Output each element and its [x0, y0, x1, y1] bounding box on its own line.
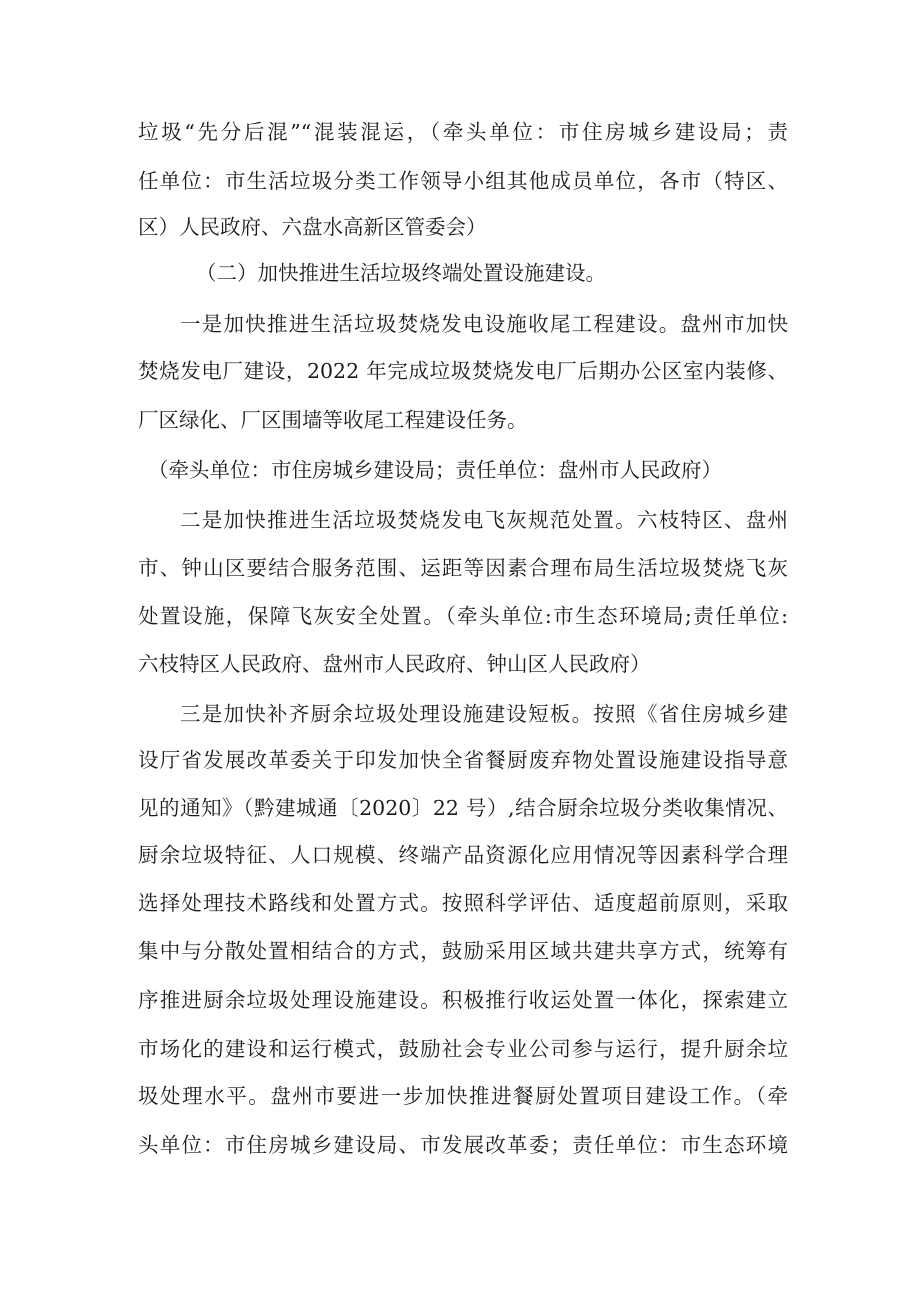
- text-line: 市场化的建设和运行模式，鼓励社会专业公司参与运行，提升厨余垃: [138, 1037, 788, 1061]
- text-line: 三是加快补齐厨余垃圾处理设施建设短板。按照《省住房城乡建: [180, 702, 788, 726]
- text-line: 头单位：市住房城乡建设局、市发展改革委；责任单位：市生态环境: [138, 1133, 788, 1157]
- text-line: 六枝特区人民政府、盘州市人民政府、钟山区人民政府）: [138, 652, 651, 676]
- text-line: 处置设施，保障飞灰安全处置。（牵头单位:市生态环境局;责任单位:: [138, 604, 788, 628]
- text-line: 见的通知》（黔建城通〔2020〕22 号）,结合厨余垃圾分类收集情况、: [138, 796, 788, 820]
- text-line: 一是加快推进生活垃圾焚烧发电设施收尾工程建设。盘州市加快: [180, 312, 788, 336]
- text-line: 圾处理水平。盘州市要进一步加快推进餐厨处置项目建设工作。（牵: [138, 1084, 788, 1108]
- section-heading: （二）加快推进生活垃圾终端处置设施建设。: [196, 261, 606, 285]
- text-line: 选择处理技术路线和处置方式。按照科学评估、适度超前原则，采取: [138, 891, 788, 915]
- text-line: 焚烧发电厂建设，2022 年完成垃圾焚烧发电厂后期办公区室内装修、: [138, 359, 788, 383]
- text-line: 市、钟山区要结合服务范围、运距等因素合理布局生活垃圾焚烧飞灰: [138, 556, 788, 580]
- text-line: （牵头单位：市住房城乡建设局；责任单位：盘州市人民政府）: [148, 458, 722, 482]
- text-line: 任单位：市生活垃圾分类工作领导小组其他成员单位，各市（特区、: [138, 169, 788, 193]
- text-line: 厨余垃圾特征、人口规模、终端产品资源化应用情况等因素科学合理: [138, 843, 788, 867]
- text-line: 二是加快推进生活垃圾焚烧发电飞灰规范处置。六枝特区、盘州: [180, 508, 788, 532]
- text-line: 厂区绿化、厂区围墙等收尾工程建设任务。: [138, 408, 528, 432]
- text-line: 集中与分散处置相结合的方式，鼓励采用区域共建共享方式，统筹有: [138, 939, 788, 963]
- text-line: 序推进厨余垃圾处理设施建设。积极推行收运处置一体化，探索建立: [138, 988, 788, 1012]
- text-line: 设厅省发展改革委关于印发加快全省餐厨废弃物处置设施建设指导意: [138, 748, 788, 772]
- text-line: 垃圾“先分后混”“混装混运，（牵头单位：市住房城乡建设局；责: [138, 120, 788, 144]
- text-line: 区）人民政府、六盘水高新区管委会）: [138, 215, 487, 239]
